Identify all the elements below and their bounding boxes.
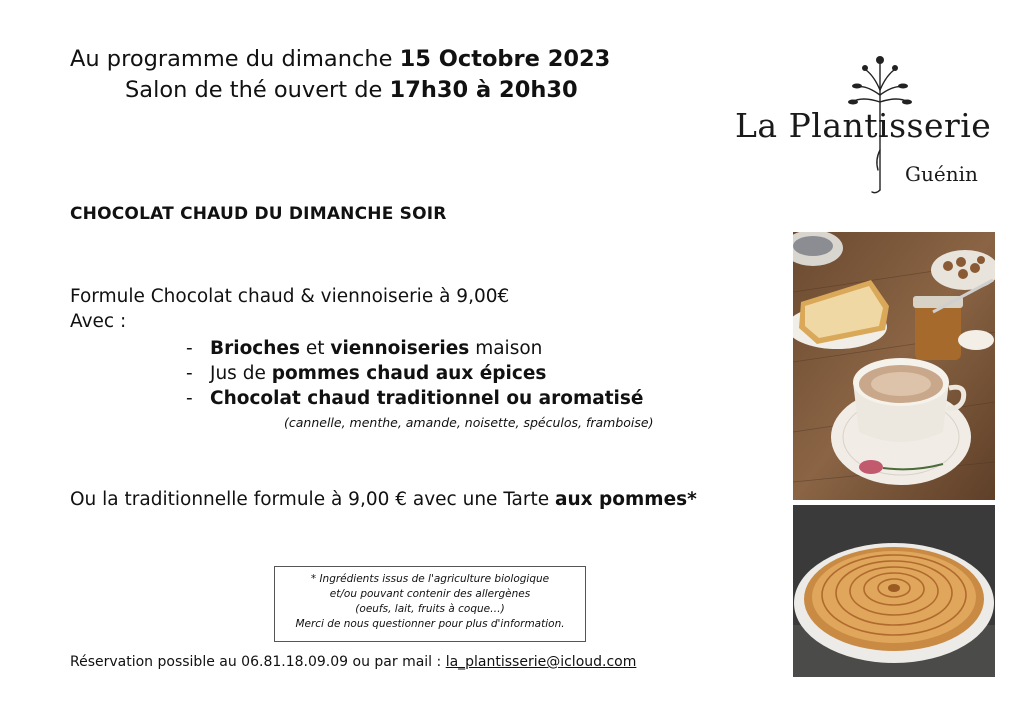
hot-chocolate-photo: [793, 232, 995, 500]
event-date: 15 Octobre 2023: [399, 46, 611, 72]
logo: [735, 50, 1000, 200]
opening-hours: 17h30 à 20h30: [389, 77, 578, 103]
list-item: - Brioches et viennoiseries maison: [186, 338, 543, 359]
alternative-formule: Ou la traditionnelle formule à 9,00 € avec une Tarte aux pommes*: [70, 489, 697, 510]
list-dash: -: [186, 338, 193, 359]
list-item: - Chocolat chaud traditionnel ou aromatisé: [186, 388, 644, 409]
apple-tart-photo: [793, 505, 995, 677]
formule-avec: Avec :: [70, 311, 127, 332]
section-title: CHOCOLAT CHAUD DU DIMANCHE SOIR: [70, 204, 447, 224]
formule-price: Formule Chocolat chaud & viennoiserie à 9,00€: [70, 286, 510, 307]
list-item: - Jus de pommes chaud aux épices: [186, 363, 547, 384]
event-header: [70, 44, 610, 106]
list-dash: -: [186, 388, 193, 409]
email-link[interactable]: la_plantisserie@icloud.com: [445, 654, 637, 670]
opening-hours-line: Salon de thé ouvert de 17h30 à 20h30: [125, 77, 578, 103]
allergen-note: * Ingrédients issus de l'agriculture biologique et/ou pouvant contenir des allergènes (oeufs, lait, fruits à coque…) Merci de nous questionner pour plus d'information.: [274, 566, 586, 642]
logo-name: La Plantisserie: [735, 106, 992, 145]
logo-location: Guénin: [905, 162, 978, 186]
formule-block: [70, 284, 509, 334]
event-date-line: Au programme du dimanche 15 Octobre 2023: [70, 46, 611, 72]
menu-items: [186, 336, 643, 411]
flavour-options: (cannelle, menthe, amande, noisette, spéculos, framboise): [284, 415, 654, 430]
reservation-contact: Réservation possible au 06.81.18.09.09 ou par mail : la_plantisserie@icloud.com: [70, 654, 637, 670]
list-dash: -: [186, 363, 193, 384]
